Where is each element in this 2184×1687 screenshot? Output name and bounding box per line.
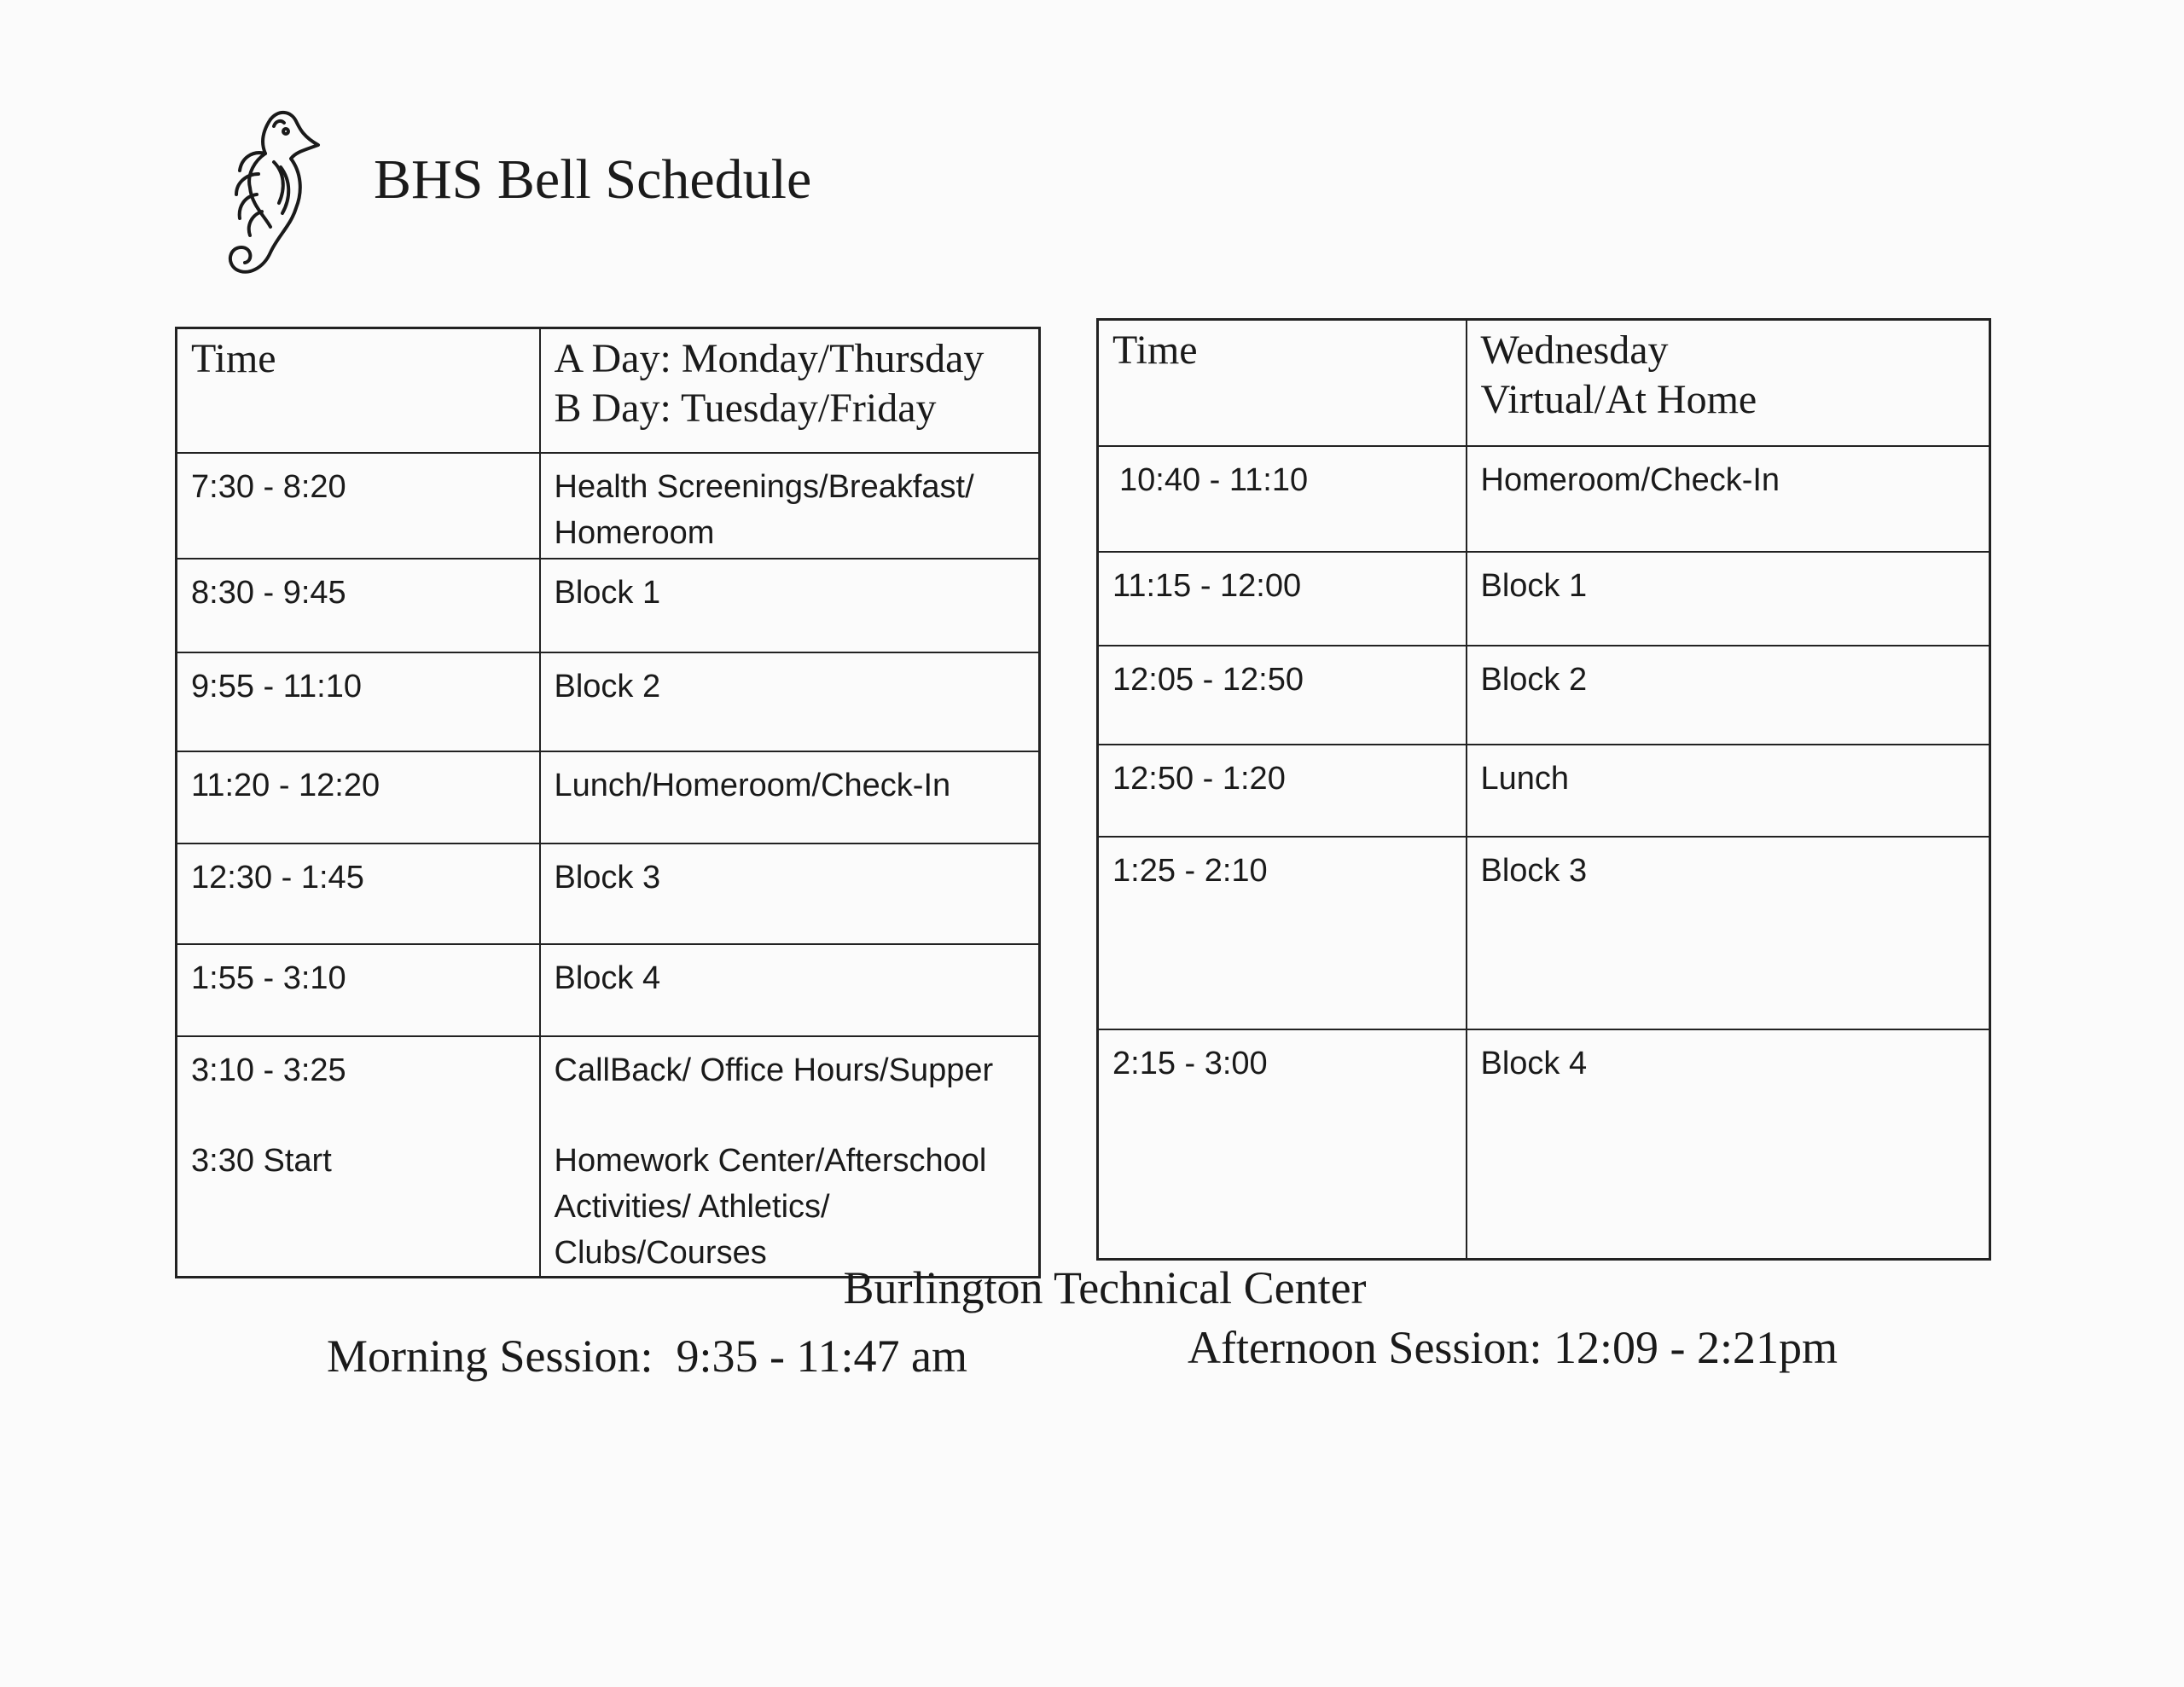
table-header-row xyxy=(177,328,1040,453)
time-cell: 12:50 - 1:20 xyxy=(1098,745,1467,837)
table-row xyxy=(1098,745,1990,837)
table-row xyxy=(1098,552,1990,646)
time-line: 3:30 Start xyxy=(191,1142,332,1179)
technical-center-title: Burlington Technical Center xyxy=(843,1262,1367,1313)
time-cell: 8:30 - 9:45 xyxy=(177,559,540,652)
activity-cell: Block 4 xyxy=(540,944,1040,1036)
activity-line: Health Screenings/Breakfast/ xyxy=(554,468,974,505)
table-row xyxy=(177,1036,1040,1278)
day-header xyxy=(1467,320,1990,446)
activity-line: CallBack/ Office Hours/Supper xyxy=(554,1052,994,1088)
activity-cell: Homeroom/Check-In xyxy=(1467,446,1990,552)
table-row xyxy=(1098,1029,1990,1260)
activity-line: Clubs/Courses xyxy=(554,1234,767,1271)
activity-cell: Lunch/Homeroom/Check-In xyxy=(540,751,1040,844)
activity-cell xyxy=(540,1036,1040,1278)
time-cell: 1:55 - 3:10 xyxy=(177,944,540,1036)
time-cell: 9:55 - 11:10 xyxy=(177,652,540,751)
table-row xyxy=(177,652,1040,751)
table-row xyxy=(1098,446,1990,552)
activity-line: Homework Center/Afterschool xyxy=(554,1142,987,1179)
time-cell: 2:15 - 3:00 xyxy=(1098,1029,1467,1260)
activity-line: Homeroom xyxy=(554,514,715,551)
day-header-line: Virtual/At Home xyxy=(1480,377,1757,422)
time-cell: 11:20 - 12:20 xyxy=(177,751,540,844)
time-cell: 12:30 - 1:45 xyxy=(177,844,540,944)
activity-cell: Block 1 xyxy=(540,559,1040,652)
activity-cell: Block 2 xyxy=(540,652,1040,751)
time-cell: 7:30 - 8:20 xyxy=(177,453,540,559)
page-title: BHS Bell Schedule xyxy=(374,148,812,211)
time-cell: 12:05 - 12:50 xyxy=(1098,646,1467,745)
time-cell: 10:40 - 11:10 xyxy=(1098,446,1467,552)
activity-cell: Block 4 xyxy=(1467,1029,1990,1260)
seahorse-logo-icon xyxy=(218,102,328,294)
activity-cell: Block 2 xyxy=(1467,646,1990,745)
table-row xyxy=(1098,837,1990,1029)
table-row xyxy=(177,844,1040,944)
activity-line: Activities/ Athletics/ xyxy=(554,1188,830,1225)
time-header: Time xyxy=(1098,320,1467,446)
table-row xyxy=(177,751,1040,844)
table-row xyxy=(177,559,1040,652)
day-header xyxy=(540,328,1040,453)
time-line: 3:10 - 3:25 xyxy=(191,1052,346,1088)
day-header-line: Wednesday xyxy=(1480,328,1669,373)
activity-cell: Block 3 xyxy=(1467,837,1990,1029)
time-cell: 11:15 - 12:00 xyxy=(1098,552,1467,646)
table-row xyxy=(177,944,1040,1036)
morning-session: Morning Session: 9:35 - 11:47 am xyxy=(327,1330,967,1382)
time-cell xyxy=(177,1036,540,1278)
activity-cell: Block 3 xyxy=(540,844,1040,944)
wednesday-schedule-table xyxy=(1096,318,1991,1261)
day-header-line: A Day: Monday/Thursday xyxy=(554,336,985,381)
day-header-line: B Day: Tuesday/Friday xyxy=(554,386,937,431)
activity-cell: Lunch xyxy=(1467,745,1990,837)
afternoon-session: Afternoon Session: 12:09 - 2:21pm xyxy=(1188,1322,1838,1373)
table-header-row xyxy=(1098,320,1990,446)
activity-cell: Block 1 xyxy=(1467,552,1990,646)
time-header: Time xyxy=(177,328,540,453)
table-row xyxy=(177,453,1040,559)
time-cell: 1:25 - 2:10 xyxy=(1098,837,1467,1029)
table-row xyxy=(1098,646,1990,745)
activity-cell xyxy=(540,453,1040,559)
ab-day-schedule-table xyxy=(175,327,1041,1278)
